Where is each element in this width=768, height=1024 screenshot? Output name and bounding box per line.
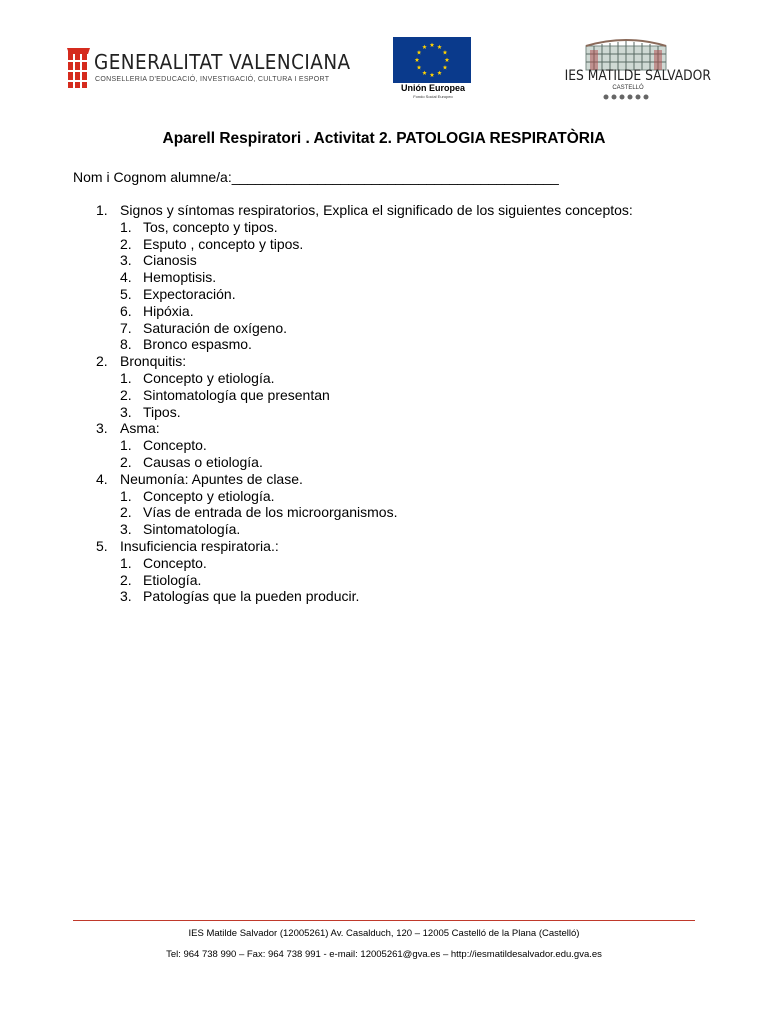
question-text: Insuficiencia respiratoria.: — [120, 537, 279, 554]
subquestion-number: 3. — [120, 521, 132, 538]
subquestion-number: 7. — [120, 319, 132, 336]
subquestion-text: Causas o etiología. — [143, 453, 263, 470]
subquestion-text: Concepto y etiología. — [143, 487, 275, 504]
subquestion-item — [120, 252, 736, 269]
subquestion-list — [120, 488, 736, 538]
ies-title: IES MATILDE SALVADOR — [564, 68, 711, 84]
subquestion-number: 3. — [120, 252, 132, 269]
question-text: Asma: — [120, 420, 160, 437]
subquestion-text: Concepto y etiología. — [143, 369, 275, 386]
subquestion-text: Sintomatología. — [143, 521, 241, 538]
subquestion-item — [120, 336, 736, 353]
subquestion-item — [120, 572, 736, 589]
subquestion-text: Concepto. — [143, 437, 207, 454]
document-title: Aparell Respiratori . Activitat 2. PATOLOGIA RESPIRATÒRIA — [162, 130, 606, 147]
subquestion-number: 6. — [120, 302, 132, 319]
subquestion-text: Hipóxia. — [143, 302, 194, 319]
subquestion-text: Sintomatología que presentan — [143, 386, 330, 403]
question-number: 3. — [96, 420, 108, 437]
subquestion-number: 8. — [120, 336, 132, 353]
question-item — [96, 471, 736, 538]
question-text: Neumonía: Apuntes de clase. — [120, 470, 303, 487]
subquestion-text: Saturación de oxígeno. — [143, 319, 287, 336]
subquestion-number: 2. — [120, 386, 132, 403]
subquestion-text: Vías de entrada de los microorganismos. — [143, 504, 398, 521]
ies-decoration-icon — [600, 92, 656, 102]
subquestion-item — [120, 370, 736, 387]
subquestion-item — [120, 454, 736, 471]
subquestion-number: 1. — [120, 369, 132, 386]
subquestion-number: 2. — [120, 504, 132, 521]
subquestion-item — [120, 286, 736, 303]
subquestion-text: Cianosis — [143, 252, 197, 269]
subquestion-text: Hemoptisis. — [143, 269, 217, 286]
subquestion-item — [120, 521, 736, 538]
question-item — [96, 202, 736, 353]
subquestion-list — [120, 370, 736, 420]
question-number: 5. — [96, 537, 108, 554]
subquestion-list — [120, 555, 736, 605]
subquestion-number: 5. — [120, 285, 132, 302]
subquestion-item — [120, 437, 736, 454]
subquestion-text: Concepto. — [143, 554, 207, 571]
subquestion-text: Bronco espasmo. — [143, 336, 252, 353]
question-text: Signos y síntomas respiratorios, Explica el significado de los siguientes conceptos: — [120, 202, 633, 218]
subquestion-text: Etiología. — [143, 571, 202, 588]
subquestion-number: 3. — [120, 403, 132, 420]
subquestion-item — [120, 269, 736, 286]
eu-subtitle: Fondo Social Europeo — [413, 94, 453, 99]
footer-divider — [73, 920, 695, 921]
footer-contact: Tel: 964 738 990 – Fax: 964 738 991 - e-mail: 12005261@gva.es – http://iesmatildesalvador.edu.gva.es — [166, 949, 602, 960]
subquestion-item — [120, 320, 736, 337]
subquestion-item — [120, 588, 736, 605]
subquestion-number: 1. — [120, 218, 132, 235]
eu-flag-icon — [393, 37, 471, 83]
question-number: 1. — [96, 202, 108, 218]
subquestion-text: Expectoración. — [143, 285, 236, 302]
eu-title: Unión Europea — [400, 83, 465, 93]
subquestion-item — [120, 404, 736, 421]
generalitat-title: GENERALITAT VALENCIANA — [94, 50, 351, 74]
subquestion-text: Esputo , concepto y tipos. — [143, 235, 304, 252]
subquestion-item — [120, 555, 736, 572]
subquestion-item — [120, 504, 736, 521]
subquestion-text: Tos, concepto y tipos. — [143, 218, 278, 235]
subquestion-number: 4. — [120, 269, 132, 286]
question-item — [96, 353, 736, 420]
question-text: Bronquitis: — [120, 353, 187, 370]
question-number: 2. — [96, 353, 108, 370]
ies-matilde-salvador-logo — [556, 38, 711, 102]
subquestion-number: 3. — [120, 588, 132, 605]
subquestion-item — [120, 387, 736, 404]
european-union-logo — [393, 37, 473, 101]
subquestion-item — [120, 236, 736, 253]
subquestion-number: 1. — [120, 487, 132, 504]
subquestion-number: 2. — [120, 571, 132, 588]
subquestion-text: Patologías que la pueden producir. — [143, 588, 360, 605]
generalitat-crest-icon — [66, 46, 92, 92]
subquestion-number: 2. — [120, 453, 132, 470]
subquestion-list — [120, 219, 736, 353]
subquestion-number: 2. — [120, 235, 132, 252]
footer-address: IES Matilde Salvador (12005261) Av. Casalduch, 120 – 12005 Castelló de la Plana (Castelló) — [188, 928, 580, 939]
subquestion-list — [120, 437, 736, 471]
question-item — [96, 420, 736, 470]
generalitat-subtitle: CONSELLERIA D'EDUCACIÓ, INVESTIGACIÓ, CULTURA I ESPORT — [95, 76, 330, 83]
subquestion-item — [120, 488, 736, 505]
student-name-field: Nom i Cognom alumne/a:__________________________________________ — [73, 169, 559, 185]
subquestion-number: 1. — [120, 554, 132, 571]
subquestion-text: Tipos. — [143, 403, 181, 420]
question-number: 4. — [96, 470, 108, 487]
question-list — [96, 202, 736, 605]
school-building-icon — [584, 38, 668, 72]
generalitat-valenciana-logo — [66, 46, 351, 92]
ies-subtitle: CASTELLÓ — [612, 85, 644, 91]
subquestion-item — [120, 219, 736, 236]
subquestion-item — [120, 303, 736, 320]
subquestion-number: 1. — [120, 437, 132, 454]
question-item — [96, 538, 736, 605]
